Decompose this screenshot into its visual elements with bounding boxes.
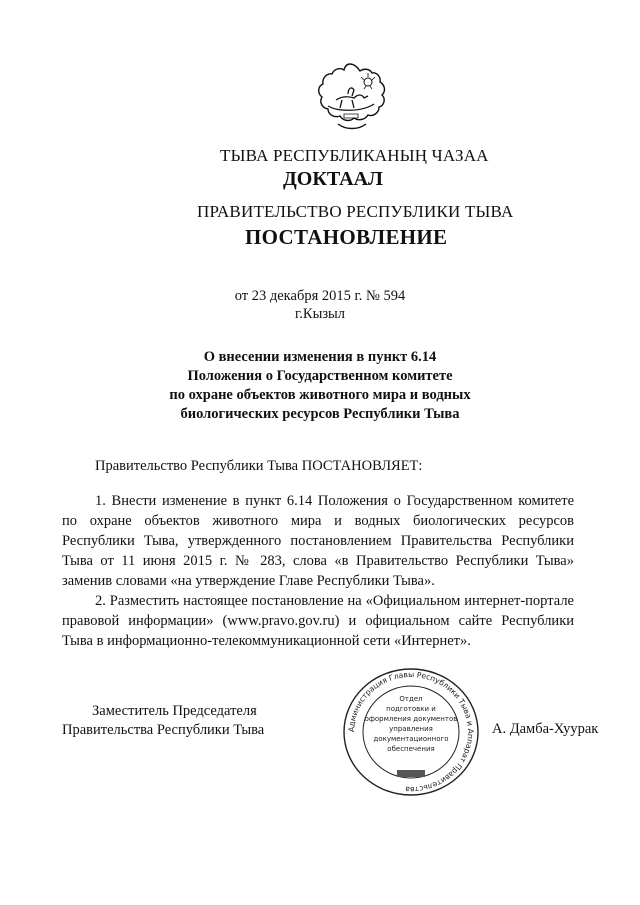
stamp-center-line: подготовки и: [386, 705, 436, 713]
decree-date: от 23 декабря 2015 г. № 594: [234, 288, 406, 304]
ru-government-heading: ПРАВИТЕЛЬСТВО РЕСПУБЛИКИ ТЫВА: [197, 202, 514, 221]
stamp-ring-text: Администрация Главы Республики Тыва и Аппарат Правительства: [346, 669, 476, 795]
stamp-center-line: документационного: [373, 735, 449, 743]
signatory-position-line: Правительства Республики Тыва: [62, 722, 265, 738]
decree-city: г.Кызыл: [294, 306, 346, 322]
title-line: биологических ресурсов Республики Тыва: [180, 406, 460, 422]
paragraph-1: 1. Внести изменение в пункт 6.14 Положения о Государственном комитете по охране объектов животного мира и водных биологических ресурсов Республики Тыва, утвержденного постановлением Правительства Республики Тыва от 11 июня 2015 г. № 283, слова «в Правительство Республики Тыва» заменив словами «на утверждение Главе Республики Тыва».: [62, 493, 574, 589]
official-stamp: [341, 667, 481, 797]
tyva-government-heading: ТЫВА РЕСПУБЛИКАНЫҢ ЧАЗАА: [220, 146, 489, 165]
stamp-center-line: Отдел: [399, 695, 423, 703]
ru-decree-heading: ПОСТАНОВЛЕНИЕ: [245, 225, 448, 249]
tyva-decree-heading: ДОКТААЛ: [283, 168, 383, 190]
signatory-position: [62, 702, 264, 740]
preamble: Правительство Республики Тыва ПОСТАНОВЛЯЕТ:: [95, 458, 423, 474]
decree-body: [62, 491, 574, 651]
title-line: О внесении изменения в пункт 6.14: [203, 349, 437, 365]
paragraph-2: 2. Разместить настоящее постановление на «Официальном интернет-портале правовой информации» (www.pravo.gov.ru) и официальном сайте Республики Тыва в информационно-телекоммуникационной сети «Интернет».: [62, 593, 574, 649]
tyva-coat-of-arms-icon: [308, 60, 392, 134]
decree-title: [0, 348, 640, 424]
signatory-name: А. Дамба-Хуурак: [492, 721, 599, 737]
stamp-center-line: управления: [389, 725, 433, 733]
title-line: по охране объектов животного мира и водных: [169, 387, 471, 403]
title-line: Положения о Государственном комитете: [187, 368, 453, 384]
stamp-center-line: обеспечения: [387, 745, 435, 753]
stamp-center-line: оформления документов: [364, 715, 458, 723]
signatory-position-line: Заместитель Председателя: [92, 703, 257, 719]
